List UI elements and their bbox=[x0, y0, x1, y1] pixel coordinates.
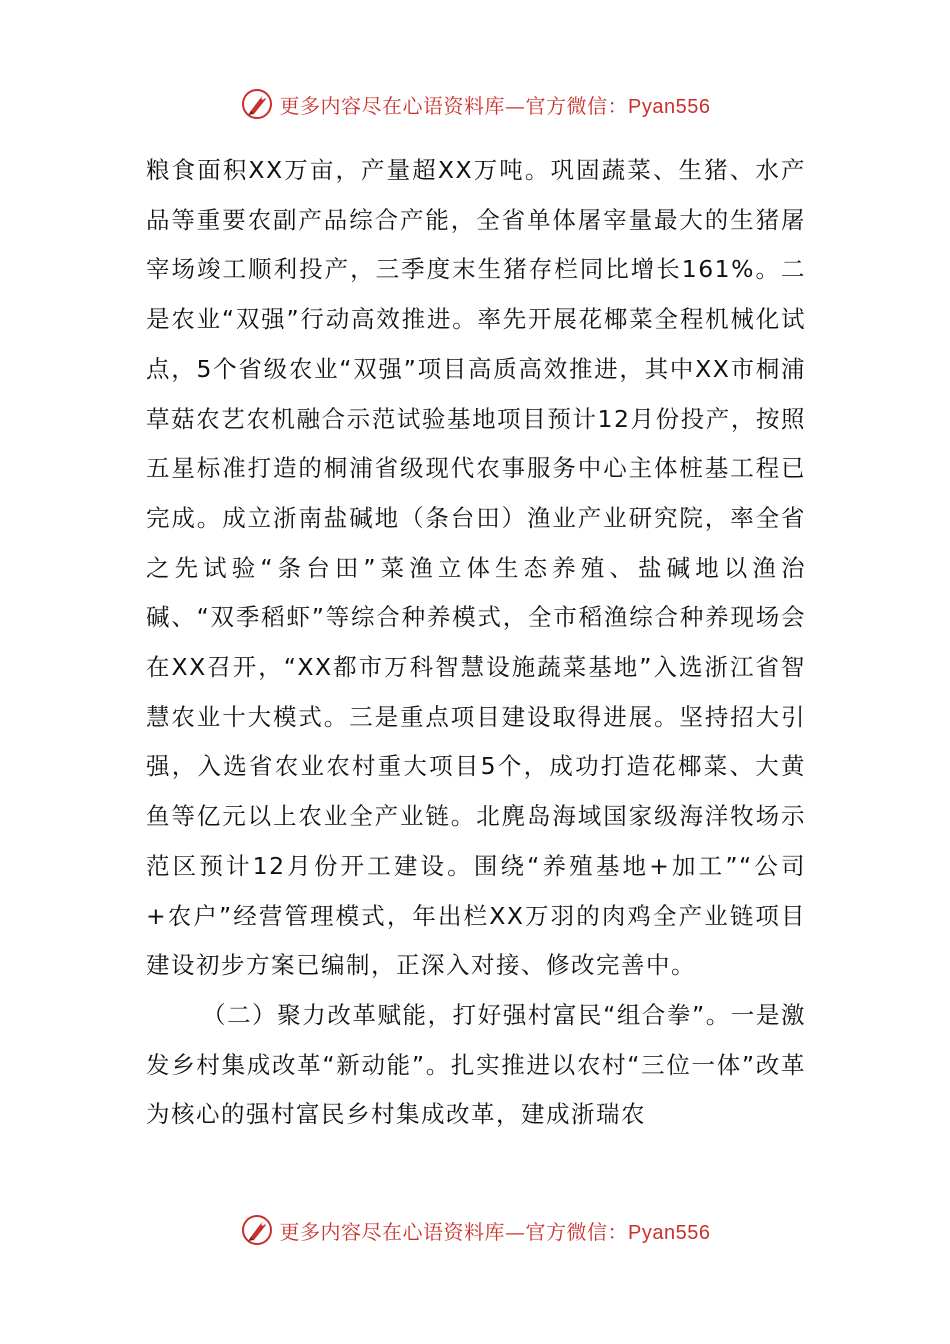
watermark-text: 更多内容尽在心语资料库—官方微信：Pyan556 bbox=[279, 1219, 711, 1244]
watermark-handle: Pyan556 bbox=[628, 1221, 711, 1244]
body-paragraph: （二）聚力改革赋能，打好强村富民“组合拳”。一是激发乡村集成改革“新动能”。扎实推进以农村“三位一体”改革为核心的强村富民乡村集成改革，建成浙瑞农 bbox=[146, 1000, 806, 1129]
pen-nib-logo-icon bbox=[240, 1213, 274, 1247]
header-watermark bbox=[0, 84, 950, 124]
document-body bbox=[146, 146, 806, 1140]
body-paragraph: 粮食面积XX万亩，产量超XX万吨。巩固蔬菜、生猪、水产品等重要农副产品综合产能，全省单体屠宰量最大的生猪屠宰场竣工顺利投产，三季度末生猪存栏同比增长161%。二是农业“双强”行动高效推进。率先开展花椰菜全程机械化试点，5个省级农业“双强”项目高质高效推进，其中XX市桐浦草菇农艺农机融合示范试验基地项目预计12月份投产，按照五星标准打造的桐浦省级现代农事服务中心主体桩基工程已完成。成立浙南盐碱地（条台田）渔业产业研究院，率全省之先试验“条台田”菜渔立体生态养殖、盐碱地以渔治碱、“双季稻虾”等综合种养模式，全市稻渔综合种养现场会在XX召开，“XX都市万科智慧设施蔬菜基地”入选浙江省智慧农业十大模式。三是重点项目建设取得进展。坚持招大引强，入选省农业农村重大项目5个，成功打造花椰菜、大黄鱼等亿元以上农业全产业链。北麂岛海域国家级海洋牧场示范区预计12月份开工建设。围绕“养殖基地+加工”“公司+农户”经营管理模式，年出栏XX万羽的肉鸡全产业链项目建设初步方案已编制，正深入对接、修改完善中。 bbox=[146, 156, 806, 980]
pen-nib-logo-icon bbox=[240, 87, 274, 121]
watermark-handle: Pyan556 bbox=[628, 95, 711, 118]
watermark-text: 更多内容尽在心语资料库—官方微信：Pyan556 bbox=[279, 93, 711, 118]
footer-watermark bbox=[0, 1210, 950, 1250]
